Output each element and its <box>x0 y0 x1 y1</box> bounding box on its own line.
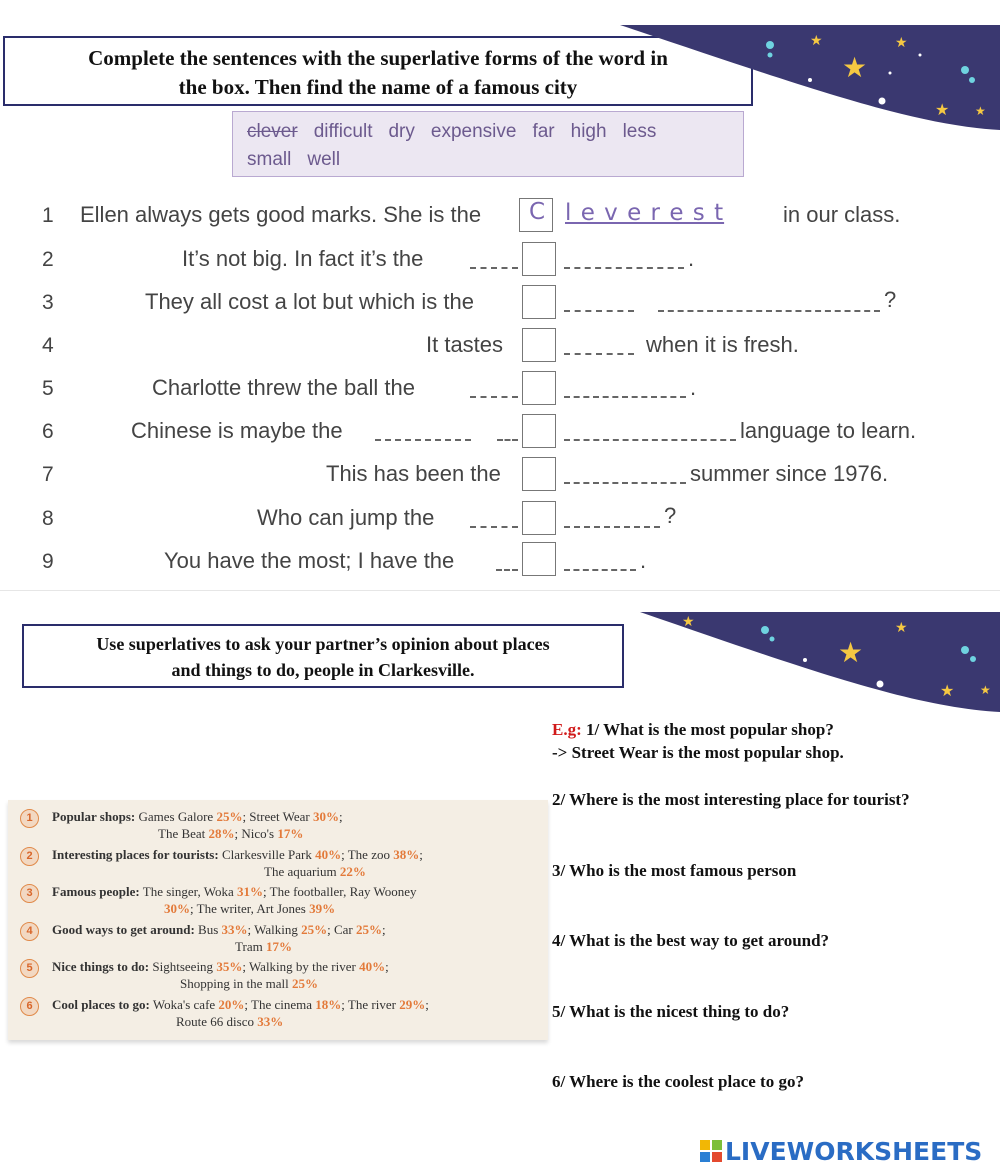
sentence-text: It’s not big. In fact it’s the <box>182 246 424 271</box>
divider <box>0 590 1000 591</box>
survey-percent: 25% <box>301 922 328 937</box>
item-number-circle: 3 <box>20 884 39 903</box>
sentence-ending: ? <box>884 287 897 312</box>
instruction-box-2 <box>22 624 624 688</box>
survey-card <box>8 800 548 1040</box>
survey-item-6 <box>52 996 429 1030</box>
survey-percent: 39% <box>309 901 336 916</box>
svg-text:★: ★ <box>895 620 908 636</box>
logo-icon <box>700 1140 722 1162</box>
survey-percent: 25% <box>216 809 243 824</box>
sentence-ending: summer since 1976. <box>690 461 889 486</box>
word: difficult <box>313 121 373 142</box>
survey-percent: 30% <box>164 901 190 916</box>
survey-item-1 <box>52 808 343 842</box>
survey-percent: 33% <box>257 1014 284 1029</box>
survey-percent: 38% <box>393 847 420 862</box>
survey-text: Tram <box>235 939 266 954</box>
sentence-text: Chinese is maybe the <box>131 418 343 443</box>
sentence-ending: language to learn. <box>740 418 917 443</box>
answer-blank[interactable] <box>564 439 736 441</box>
survey-text: Clarkesville Park <box>221 847 316 862</box>
answer-blank[interactable] <box>497 439 518 441</box>
svg-text:★: ★ <box>810 33 823 49</box>
answer-blank[interactable] <box>470 526 518 528</box>
sentence-row-3 <box>0 283 1000 323</box>
sentence-number: 2 <box>42 248 54 271</box>
survey-text: The aquarium <box>264 864 340 879</box>
example-prefix: E.g: <box>552 720 582 739</box>
survey-percent: 33% <box>221 922 248 937</box>
survey-label: Popular shops: <box>52 809 136 824</box>
item-number-circle: 6 <box>20 997 39 1016</box>
word: dry <box>388 121 415 142</box>
word-struck: clever <box>247 121 298 142</box>
survey-percent: 25% <box>291 976 318 991</box>
sentence-number: 3 <box>42 291 54 314</box>
survey-text: Sightseeing <box>152 959 217 974</box>
answer-letter-box[interactable] <box>522 501 556 535</box>
survey-percent: 22% <box>339 864 366 879</box>
example-answer: -> Street Wear is the most popular shop. <box>552 743 844 762</box>
sentence-number: 4 <box>42 334 54 357</box>
answer-letter-box[interactable] <box>522 414 556 448</box>
sentence-text: It tastes <box>426 332 504 357</box>
answer-blank[interactable] <box>564 482 686 484</box>
survey-item-4 <box>52 921 386 955</box>
sentence-row-1 <box>0 196 1000 236</box>
sentence-row-6 <box>0 412 1000 452</box>
survey-text: ; <box>382 922 386 937</box>
item-number-circle: 2 <box>20 847 39 866</box>
answer-blank[interactable] <box>564 396 686 398</box>
sentence-number: 5 <box>42 377 54 400</box>
sentence-text: They all cost a lot but which is the <box>145 289 474 314</box>
sentence-row-9 <box>0 542 1000 582</box>
survey-percent: 17% <box>265 939 292 954</box>
sentence-row-4 <box>0 326 1000 366</box>
word: expensive <box>430 121 517 142</box>
survey-text: Shopping in the mall <box>180 976 292 991</box>
survey-percent: 20% <box>218 997 245 1012</box>
answer-blank[interactable] <box>564 353 634 355</box>
survey-text: ; The zoo <box>341 847 394 862</box>
answer-blank[interactable] <box>564 526 660 528</box>
survey-percent: 28% <box>208 826 235 841</box>
instruction-2-line-1: Use superlatives to ask your partner’s opinion about places <box>96 634 550 654</box>
answer-blank[interactable] <box>564 310 634 312</box>
question-3: 3/ Who is the most famous person <box>552 861 797 880</box>
question-2: 2/ Where is the most interesting place for tourist? <box>552 790 910 809</box>
sentence-number: 6 <box>42 420 54 443</box>
liveworksheets-logo[interactable] <box>700 1136 982 1166</box>
survey-text: Bus <box>198 922 222 937</box>
survey-percent: 29% <box>399 997 426 1012</box>
answer-letter-box[interactable] <box>522 285 556 319</box>
sentence-text: This has been the <box>326 461 501 486</box>
svg-text:★: ★ <box>935 100 950 119</box>
answer-blank[interactable] <box>496 569 518 571</box>
survey-text: ; Car <box>327 922 357 937</box>
survey-text: ; The writer, Art Jones <box>190 901 310 916</box>
sentence-row-7 <box>0 455 1000 495</box>
survey-label: Cool places to go: <box>52 997 150 1012</box>
answer-letter-box[interactable] <box>522 242 556 276</box>
answer-blank[interactable] <box>470 396 518 398</box>
sentence-text: You have the most; I have the <box>164 548 455 573</box>
sentence-ending: when it is fresh. <box>646 332 799 357</box>
survey-label: Nice things to do: <box>52 959 150 974</box>
survey-text: Route 66 disco <box>176 1014 258 1029</box>
word: high <box>570 121 607 142</box>
example-question <box>552 720 834 740</box>
survey-item-2 <box>52 846 423 880</box>
instruction-1-line-2: the box. Then find the name of a famous city <box>178 75 578 99</box>
svg-text:★: ★ <box>682 614 695 630</box>
survey-text: Woka's cafe <box>152 997 219 1012</box>
survey-percent: 31% <box>237 884 263 899</box>
survey-text: Games Galore <box>138 809 217 824</box>
sentence-number: 7 <box>42 463 54 486</box>
answer-blank[interactable] <box>375 439 471 441</box>
answer-letter-box[interactable] <box>522 328 556 362</box>
survey-text: ; Nico's <box>234 826 278 841</box>
sentence-row-8 <box>0 499 1000 539</box>
item-number-circle: 1 <box>20 809 39 828</box>
sentence-ending: . <box>688 246 695 271</box>
item-number-circle: 4 <box>20 922 39 941</box>
svg-text:★: ★ <box>895 35 908 51</box>
question-5: 5/ What is the nicest thing to do? <box>552 1002 790 1021</box>
survey-text: ; The cinema <box>244 997 316 1012</box>
survey-percent: 30% <box>313 809 339 824</box>
sentence-ending: in our class. <box>783 202 901 227</box>
survey-label: Famous people: <box>52 884 140 899</box>
example-question-text: 1/ What is the most popular shop? <box>586 720 834 739</box>
sentence-row-5 <box>0 369 1000 409</box>
sentence-ending: ? <box>664 503 677 528</box>
survey-item-3 <box>52 883 417 917</box>
sentence-text: Ellen always gets good marks. She is the <box>80 202 482 227</box>
answer-letter-box[interactable] <box>522 542 556 576</box>
answer-letter-box[interactable] <box>522 457 556 491</box>
sentence-text: Charlotte threw the ball the <box>152 375 415 400</box>
survey-percent: 25% <box>356 922 383 937</box>
answer-blank[interactable] <box>658 310 880 312</box>
sentence-row-2 <box>0 240 1000 280</box>
answer-blank-filled[interactable]: l e v e r e s t <box>565 200 725 226</box>
filled-letter: C <box>529 199 546 225</box>
survey-text: ; The footballer, Ray Wooney <box>263 884 417 899</box>
sentence-ending: . <box>690 375 697 400</box>
survey-item-5 <box>52 958 389 992</box>
word: far <box>532 121 555 142</box>
logo-text: LIVEWORKSHEETS <box>725 1136 983 1166</box>
question-4: 4/ What is the best way to get around? <box>552 931 830 950</box>
survey-percent: 40% <box>359 959 386 974</box>
svg-text:★: ★ <box>940 681 955 700</box>
sentence-ending: . <box>640 548 647 573</box>
survey-percent: 17% <box>277 826 304 841</box>
survey-text: ; <box>339 809 343 824</box>
survey-label: Interesting places for tourists: <box>52 847 219 862</box>
survey-text: ; Walking <box>247 922 302 937</box>
answer-letter-box[interactable] <box>522 371 556 405</box>
answer-blank[interactable] <box>564 569 636 571</box>
survey-text: ; <box>385 959 389 974</box>
survey-text: The singer, Woka <box>142 884 237 899</box>
sentence-number: 9 <box>42 550 54 573</box>
survey-percent: 35% <box>216 959 243 974</box>
night-sky-decoration-middle <box>640 612 1000 712</box>
word: small <box>247 149 292 170</box>
answer-blank[interactable] <box>470 267 518 269</box>
sentence-number: 8 <box>42 507 54 530</box>
survey-text: ; Street Wear <box>242 809 313 824</box>
svg-text:★: ★ <box>980 683 991 697</box>
question-6: 6/ Where is the coolest place to go? <box>552 1072 804 1091</box>
word: well <box>307 149 341 170</box>
svg-text:★: ★ <box>842 51 868 84</box>
survey-percent: 40% <box>315 847 342 862</box>
survey-text: ; <box>419 847 423 862</box>
survey-text: ; Walking by the river <box>242 959 360 974</box>
word-box <box>232 111 744 177</box>
answer-blank[interactable] <box>564 267 684 269</box>
sentence-text: Who can jump the <box>257 505 435 530</box>
instruction-1-line-1: Complete the sentences with the superlative forms of the word in <box>88 46 668 70</box>
svg-text:★: ★ <box>975 104 986 118</box>
item-number-circle: 5 <box>20 959 39 978</box>
survey-text: ; The river <box>341 997 400 1012</box>
survey-text: ; <box>425 997 429 1012</box>
survey-text: The Beat <box>158 826 209 841</box>
svg-text:★: ★ <box>838 636 864 669</box>
instruction-2-line-2: and things to do, people in Clarkesville. <box>171 660 475 680</box>
survey-percent: 18% <box>315 997 342 1012</box>
survey-label: Good ways to get around: <box>52 922 195 937</box>
word: less <box>622 121 657 142</box>
sentence-number: 1 <box>42 204 54 227</box>
